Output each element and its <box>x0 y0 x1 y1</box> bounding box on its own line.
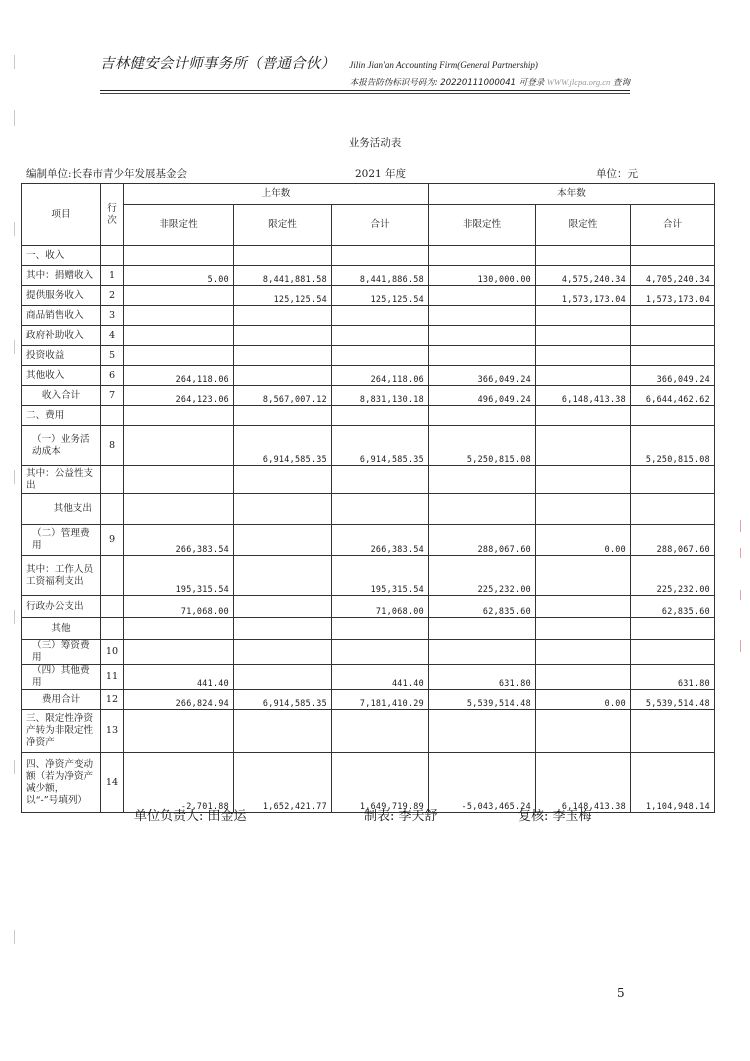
table-row <box>22 286 715 306</box>
row-item-label: 收入合计 <box>22 386 101 406</box>
curr-restricted-cell <box>536 466 631 494</box>
row-line-number: 10 <box>101 640 124 665</box>
firm-name-cn: 吉林健安会计师事务所（普通合伙） <box>100 56 336 72</box>
curr-total-cell <box>631 618 715 640</box>
firm-name-en: Jilin Jian'an Accounting Firm(General Partnership) <box>349 60 538 70</box>
col-header-line: 行次 <box>101 184 124 246</box>
row-line-number: 7 <box>101 386 124 406</box>
firm-letterhead <box>100 52 630 88</box>
curr-unrestricted-cell: 631.80 <box>429 665 536 690</box>
row-line-number: 8 <box>101 426 124 466</box>
prev-restricted-cell <box>234 346 332 366</box>
row-item-label: 商品销售收入 <box>22 306 101 326</box>
row-line-number <box>101 466 124 494</box>
row-item-label: （四）其他费用 <box>22 665 101 690</box>
curr-unrestricted-cell: 225,232.00 <box>429 556 536 596</box>
prev-total-cell <box>332 306 429 326</box>
row-line-number <box>101 618 124 640</box>
table-row <box>22 366 715 386</box>
row-item-label: 其他支出 <box>22 494 101 525</box>
table-row <box>22 556 715 596</box>
prev-restricted-cell <box>234 306 332 326</box>
binding-mark <box>14 222 18 236</box>
curr-unrestricted-header: 非限定性 <box>429 205 536 246</box>
row-item-label: 其中：工作人员工资福利支出 <box>22 556 101 596</box>
row-item-label: 提供服务收入 <box>22 286 101 306</box>
curr-restricted-cell: 4,575,240.34 <box>536 266 631 286</box>
prev-unrestricted-cell <box>124 346 234 366</box>
row-item-label: 一、收入 <box>22 246 101 266</box>
curr-total-cell: 5,250,815.08 <box>631 426 715 466</box>
seal-edge-mark <box>740 590 747 600</box>
row-item-label: 其中：捐赠收入 <box>22 266 101 286</box>
curr-total-cell: 1,104,948.14 <box>631 753 715 813</box>
prev-total-cell: 8,441,886.58 <box>332 266 429 286</box>
report-title: 业务活动表 <box>348 137 402 149</box>
header-rule-thin <box>100 93 630 94</box>
table-row <box>22 426 715 466</box>
curr-total-cell <box>631 306 715 326</box>
prev-total-cell <box>332 326 429 346</box>
curr-unrestricted-cell <box>429 618 536 640</box>
prev-unrestricted-cell <box>124 426 234 466</box>
unit-head: 单位负责人: 田金运 <box>134 809 247 824</box>
preparer: 制表: 李天舒 <box>364 809 438 824</box>
prev-unrestricted-cell: -2,701.88 <box>124 753 234 813</box>
curr-unrestricted-cell: 130,000.00 <box>429 266 536 286</box>
curr-total-cell: 62,835.60 <box>631 596 715 618</box>
curr-unrestricted-cell <box>429 306 536 326</box>
prev-restricted-cell <box>234 710 332 753</box>
prev-restricted-cell: 8,441,881.58 <box>234 266 332 286</box>
curr-total-cell: 6,644,462.62 <box>631 386 715 406</box>
prev-restricted-cell <box>234 466 332 494</box>
curr-total-header: 合计 <box>631 205 715 246</box>
table-row <box>22 640 715 665</box>
prev-restricted-cell <box>234 665 332 690</box>
prev-restricted-cell <box>234 640 332 665</box>
curr-total-cell <box>631 494 715 525</box>
seal-edge-mark <box>740 520 747 532</box>
curr-restricted-cell <box>536 306 631 326</box>
prev-total-cell <box>332 406 429 426</box>
prev-unrestricted-cell <box>124 494 234 525</box>
prev-unrestricted-cell: 266,383.54 <box>124 525 234 556</box>
prev-restricted-cell <box>234 494 332 525</box>
curr-unrestricted-cell: -5,043,465.24 <box>429 753 536 813</box>
prev-restricted-cell <box>234 596 332 618</box>
group-header-current-year: 本年数 <box>429 184 715 205</box>
row-item-label: 其他 <box>22 618 101 640</box>
group-header-previous-year: 上年数 <box>124 184 429 205</box>
curr-unrestricted-cell: 62,835.60 <box>429 596 536 618</box>
curr-total-cell <box>631 710 715 753</box>
prev-unrestricted-cell: 264,118.06 <box>124 366 234 386</box>
prev-unrestricted-cell <box>124 246 234 266</box>
prev-restricted-cell: 8,567,007.12 <box>234 386 332 406</box>
curr-restricted-cell <box>536 326 631 346</box>
prev-restricted-cell: 6,914,585.35 <box>234 426 332 466</box>
curr-restricted-cell <box>536 346 631 366</box>
table-row <box>22 406 715 426</box>
curr-restricted-cell <box>536 494 631 525</box>
row-item-label: 政府补助收入 <box>22 326 101 346</box>
row-item-label: 四、净资产变动额（若为净资产减少额，以“-”号填列） <box>22 753 101 813</box>
prev-unrestricted-cell: 441.40 <box>124 665 234 690</box>
table-row <box>22 494 715 525</box>
prev-total-cell: 441.40 <box>332 665 429 690</box>
table-row <box>22 466 715 494</box>
curr-restricted-cell <box>536 596 631 618</box>
row-item-label: 费用合计 <box>22 690 101 710</box>
table-row <box>22 710 715 753</box>
currency-unit: 单位：元 <box>596 168 638 180</box>
curr-unrestricted-cell <box>429 346 536 366</box>
table-row <box>22 306 715 326</box>
prev-total-cell <box>332 640 429 665</box>
curr-total-cell: 288,067.60 <box>631 525 715 556</box>
row-line-number: 5 <box>101 346 124 366</box>
binding-mark <box>14 610 18 624</box>
prev-total-cell: 8,831,130.18 <box>332 386 429 406</box>
table-row <box>22 326 715 346</box>
seal-edge-mark <box>740 548 747 558</box>
row-item-label: 其他收入 <box>22 366 101 386</box>
table-row <box>22 618 715 640</box>
prev-unrestricted-cell <box>124 618 234 640</box>
curr-restricted-cell: 1,573,173.04 <box>536 286 631 306</box>
row-line-number <box>101 406 124 426</box>
prev-total-cell <box>332 618 429 640</box>
table-row <box>22 665 715 690</box>
binding-mark <box>14 340 18 354</box>
curr-total-cell: 225,232.00 <box>631 556 715 596</box>
curr-unrestricted-cell <box>429 466 536 494</box>
prev-total-cell: 195,315.54 <box>332 556 429 596</box>
curr-restricted-cell: 6,148,413.38 <box>536 753 631 813</box>
curr-restricted-cell <box>536 426 631 466</box>
curr-restricted-header: 限定性 <box>536 205 631 246</box>
table-row <box>22 246 715 266</box>
prev-restricted-cell <box>234 246 332 266</box>
row-item-label: 二、费用 <box>22 406 101 426</box>
table-row <box>22 690 715 710</box>
prev-unrestricted-header: 非限定性 <box>124 205 234 246</box>
prev-unrestricted-cell <box>124 286 234 306</box>
row-line-number <box>101 494 124 525</box>
prev-total-cell: 71,068.00 <box>332 596 429 618</box>
prev-restricted-cell: 125,125.54 <box>234 286 332 306</box>
preparing-organization: 编制单位:长春市青少年发展基金会 <box>26 168 188 180</box>
curr-unrestricted-cell <box>429 406 536 426</box>
curr-total-cell: 5,539,514.48 <box>631 690 715 710</box>
prev-restricted-cell <box>234 525 332 556</box>
curr-restricted-cell <box>536 366 631 386</box>
prev-total-cell: 6,914,585.35 <box>332 426 429 466</box>
verification-suffix: 查询 <box>612 78 630 88</box>
table-row <box>22 266 715 286</box>
curr-restricted-cell <box>536 406 631 426</box>
verification-prefix: 本报告防伪标识号码为: 20220111000041 可登录 <box>349 78 545 88</box>
prev-total-cell: 1,649,719.89 <box>332 753 429 813</box>
prev-total-cell: 125,125.54 <box>332 286 429 306</box>
curr-unrestricted-cell: 5,539,514.48 <box>429 690 536 710</box>
table-row <box>22 753 715 813</box>
row-line-number: 12 <box>101 690 124 710</box>
prev-unrestricted-cell: 264,123.06 <box>124 386 234 406</box>
curr-total-cell <box>631 466 715 494</box>
prev-restricted-cell <box>234 406 332 426</box>
row-line-number: 2 <box>101 286 124 306</box>
table-row <box>22 346 715 366</box>
curr-total-cell <box>631 346 715 366</box>
row-line-number: 6 <box>101 366 124 386</box>
verification-line <box>350 76 630 88</box>
prev-unrestricted-cell <box>124 640 234 665</box>
prev-restricted-cell: 1,652,421.77 <box>234 753 332 813</box>
seal-edge-mark <box>740 640 747 652</box>
row-item-label: 投资收益 <box>22 346 101 366</box>
prev-total-cell <box>332 246 429 266</box>
curr-total-cell <box>631 326 715 346</box>
row-line-number <box>101 596 124 618</box>
row-line-number: 9 <box>101 525 124 556</box>
row-item-label: 其中：公益性支出 <box>22 466 101 494</box>
row-line-number: 11 <box>101 665 124 690</box>
curr-restricted-cell <box>536 556 631 596</box>
prev-total-cell: 7,181,410.29 <box>332 690 429 710</box>
binding-mark <box>14 110 18 126</box>
curr-restricted-cell <box>536 640 631 665</box>
page-number: 5 <box>617 986 625 1000</box>
binding-mark <box>14 760 18 774</box>
curr-total-cell <box>631 640 715 665</box>
curr-restricted-cell: 0.00 <box>536 690 631 710</box>
prev-unrestricted-cell <box>124 306 234 326</box>
prev-restricted-cell <box>234 326 332 346</box>
curr-restricted-cell: 0.00 <box>536 525 631 556</box>
curr-total-cell: 631.80 <box>631 665 715 690</box>
curr-total-cell: 1,573,173.04 <box>631 286 715 306</box>
curr-total-cell: 366,049.24 <box>631 366 715 386</box>
col-header-item: 项目 <box>22 184 101 246</box>
prev-unrestricted-cell: 195,315.54 <box>124 556 234 596</box>
table-row <box>22 596 715 618</box>
curr-total-cell: 4,705,240.34 <box>631 266 715 286</box>
reviewer: 复核: 李玉梅 <box>518 809 592 824</box>
table-row <box>22 525 715 556</box>
row-item-label: （二）管理费用 <box>22 525 101 556</box>
row-line-number <box>101 556 124 596</box>
curr-restricted-cell: 6,148,413.38 <box>536 386 631 406</box>
curr-unrestricted-cell <box>429 286 536 306</box>
curr-restricted-cell <box>536 665 631 690</box>
row-item-label: （三）筹资费用 <box>22 640 101 665</box>
prev-total-cell: 266,383.54 <box>332 525 429 556</box>
prev-total-cell <box>332 466 429 494</box>
header-rule <box>100 90 630 91</box>
row-line-number: 14 <box>101 753 124 813</box>
table-row <box>22 386 715 406</box>
row-line-number <box>101 246 124 266</box>
prev-restricted-cell <box>234 556 332 596</box>
prev-restricted-cell: 6,914,585.35 <box>234 690 332 710</box>
curr-unrestricted-cell: 366,049.24 <box>429 366 536 386</box>
row-line-number: 1 <box>101 266 124 286</box>
prev-unrestricted-cell: 5.00 <box>124 266 234 286</box>
prev-total-cell <box>332 494 429 525</box>
row-line-number: 4 <box>101 326 124 346</box>
prev-restricted-cell <box>234 366 332 386</box>
binding-mark <box>14 930 18 944</box>
prev-total-cell <box>332 346 429 366</box>
prev-unrestricted-cell <box>124 406 234 426</box>
curr-unrestricted-cell: 288,067.60 <box>429 525 536 556</box>
prev-unrestricted-cell <box>124 466 234 494</box>
curr-restricted-cell <box>536 618 631 640</box>
row-item-label: （一）业务活动成本 <box>22 426 101 466</box>
curr-restricted-cell <box>536 246 631 266</box>
prev-total-cell: 264,118.06 <box>332 366 429 386</box>
prev-restricted-cell <box>234 618 332 640</box>
prev-restricted-header: 限定性 <box>234 205 332 246</box>
report-year: 2021 年度 <box>355 168 407 180</box>
curr-unrestricted-cell <box>429 326 536 346</box>
curr-unrestricted-cell <box>429 710 536 753</box>
binding-mark <box>14 470 18 484</box>
prev-unrestricted-cell <box>124 710 234 753</box>
curr-restricted-cell <box>536 710 631 753</box>
row-item-label: 三、限定性净资产转为非限定性净资产 <box>22 710 101 753</box>
curr-unrestricted-cell: 5,250,815.08 <box>429 426 536 466</box>
curr-total-cell <box>631 246 715 266</box>
prev-unrestricted-cell: 266,824.94 <box>124 690 234 710</box>
prev-unrestricted-cell: 71,068.00 <box>124 596 234 618</box>
curr-unrestricted-cell: 496,049.24 <box>429 386 536 406</box>
business-activity-table <box>21 183 715 813</box>
row-item-label: 行政办公支出 <box>22 596 101 618</box>
prev-total-cell <box>332 710 429 753</box>
binding-mark <box>14 55 18 69</box>
prev-unrestricted-cell <box>124 326 234 346</box>
curr-unrestricted-cell <box>429 640 536 665</box>
curr-total-cell <box>631 406 715 426</box>
curr-unrestricted-cell <box>429 494 536 525</box>
verification-site: WWW.jlcpa.org.cn <box>546 77 611 87</box>
row-line-number: 13 <box>101 710 124 753</box>
prev-total-header: 合计 <box>332 205 429 246</box>
row-line-number: 3 <box>101 306 124 326</box>
curr-unrestricted-cell <box>429 246 536 266</box>
